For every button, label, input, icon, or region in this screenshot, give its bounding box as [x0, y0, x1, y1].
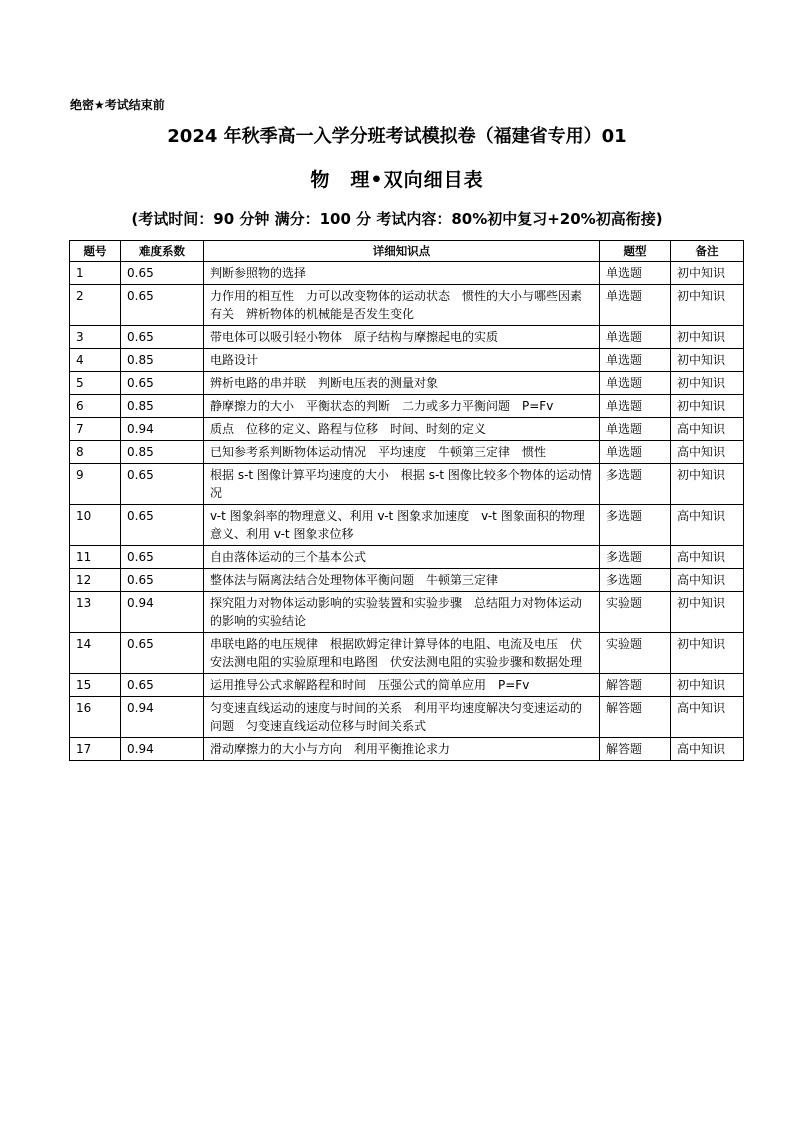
cell-knowledge-points: 匀变速直线运动的速度与时间的关系 利用平均速度解决匀变速运动的问题 匀变速直线运动位移与时间关系式 — [204, 697, 600, 738]
cell-knowledge-points: 运用推导公式求解路程和时间 压强公式的简单应用 P=Fv — [204, 674, 600, 697]
cell-difficulty: 0.65 — [121, 262, 204, 285]
table-row — [70, 569, 744, 592]
cell-difficulty: 0.94 — [121, 738, 204, 761]
cell-question-number: 16 — [70, 697, 121, 738]
cell-knowledge-points: 辨析电路的串并联 判断电压表的测量对象 — [204, 372, 600, 395]
cell-question-number: 3 — [70, 326, 121, 349]
table-row — [70, 418, 744, 441]
cell-question-number: 10 — [70, 505, 121, 546]
header-difficulty: 难度系数 — [121, 241, 204, 262]
cell-note: 初中知识 — [671, 464, 744, 505]
cell-question-type: 单选题 — [600, 395, 671, 418]
table-row — [70, 326, 744, 349]
confidential-label: 绝密★考试结束前 — [70, 98, 165, 112]
cell-question-number: 11 — [70, 546, 121, 569]
cell-note: 高中知识 — [671, 418, 744, 441]
cell-question-type: 多选题 — [600, 464, 671, 505]
exam-info: (考试时间：90 分钟 满分：100 分 考试内容：80%初中复习+20%初高衔接) — [131, 210, 663, 228]
cell-note: 高中知识 — [671, 738, 744, 761]
document-subtitle: 物 理•双向细目表 — [310, 169, 484, 191]
cell-question-number: 2 — [70, 285, 121, 326]
header-question-type: 题型 — [600, 241, 671, 262]
cell-question-number: 17 — [70, 738, 121, 761]
cell-knowledge-points: 静摩擦力的大小 平衡状态的判断 二力或多力平衡问题 P=Fv — [204, 395, 600, 418]
cell-note: 初中知识 — [671, 592, 744, 633]
cell-note: 高中知识 — [671, 441, 744, 464]
cell-difficulty: 0.94 — [121, 592, 204, 633]
cell-question-number: 6 — [70, 395, 121, 418]
cell-knowledge-points: 探究阻力对物体运动影响的实验装置和实验步骤 总结阻力对物体运动的影响的实验结论 — [204, 592, 600, 633]
cell-difficulty: 0.85 — [121, 349, 204, 372]
cell-question-type: 单选题 — [600, 372, 671, 395]
cell-question-number: 1 — [70, 262, 121, 285]
cell-difficulty: 0.65 — [121, 633, 204, 674]
cell-difficulty: 0.65 — [121, 546, 204, 569]
cell-question-type: 多选题 — [600, 569, 671, 592]
cell-question-number: 8 — [70, 441, 121, 464]
cell-question-type: 单选题 — [600, 262, 671, 285]
table-row — [70, 505, 744, 546]
cell-note: 初中知识 — [671, 395, 744, 418]
cell-note: 初中知识 — [671, 326, 744, 349]
table-row — [70, 546, 744, 569]
table-row — [70, 738, 744, 761]
cell-note: 高中知识 — [671, 569, 744, 592]
cell-difficulty: 0.65 — [121, 505, 204, 546]
cell-question-type: 解答题 — [600, 738, 671, 761]
table-row — [70, 262, 744, 285]
cell-question-type: 单选题 — [600, 418, 671, 441]
cell-difficulty: 0.65 — [121, 285, 204, 326]
cell-note: 初中知识 — [671, 633, 744, 674]
cell-difficulty: 0.65 — [121, 569, 204, 592]
cell-question-number: 14 — [70, 633, 121, 674]
cell-question-type: 解答题 — [600, 697, 671, 738]
cell-question-type: 多选题 — [600, 505, 671, 546]
table-row — [70, 592, 744, 633]
cell-note: 初中知识 — [671, 674, 744, 697]
cell-question-number: 9 — [70, 464, 121, 505]
table-row — [70, 697, 744, 738]
cell-note: 高中知识 — [671, 505, 744, 546]
cell-question-type: 实验题 — [600, 633, 671, 674]
cell-note: 高中知识 — [671, 697, 744, 738]
table-body — [70, 262, 744, 761]
cell-difficulty: 0.65 — [121, 372, 204, 395]
table-row — [70, 674, 744, 697]
cell-note: 初中知识 — [671, 349, 744, 372]
cell-difficulty: 0.94 — [121, 418, 204, 441]
cell-difficulty: 0.85 — [121, 441, 204, 464]
cell-question-type: 多选题 — [600, 546, 671, 569]
table-row — [70, 349, 744, 372]
cell-question-type: 单选题 — [600, 349, 671, 372]
cell-question-number: 7 — [70, 418, 121, 441]
cell-knowledge-points: 滑动摩擦力的大小与方向 利用平衡推论求力 — [204, 738, 600, 761]
table-row — [70, 372, 744, 395]
cell-question-type: 解答题 — [600, 674, 671, 697]
cell-question-type: 实验题 — [600, 592, 671, 633]
cell-question-number: 4 — [70, 349, 121, 372]
table-row — [70, 441, 744, 464]
cell-question-number: 5 — [70, 372, 121, 395]
cell-question-type: 单选题 — [600, 285, 671, 326]
cell-knowledge-points: 整体法与隔离法结合处理物体平衡问题 牛顿第三定律 — [204, 569, 600, 592]
cell-question-type: 单选题 — [600, 326, 671, 349]
table-row — [70, 285, 744, 326]
cell-knowledge-points: 已知参考系判断物体运动情况 平均速度 牛顿第三定律 惯性 — [204, 441, 600, 464]
cell-difficulty: 0.65 — [121, 464, 204, 505]
header-note: 备注 — [671, 241, 744, 262]
table-row — [70, 464, 744, 505]
cell-note: 初中知识 — [671, 262, 744, 285]
cell-question-number: 12 — [70, 569, 121, 592]
cell-knowledge-points: v-t 图象斜率的物理意义、利用 v-t 图象求加速度 v-t 图象面积的物理意义、利用 v-t 图象求位移 — [204, 505, 600, 546]
cell-knowledge-points: 力作用的相互性 力可以改变物体的运动状态 惯性的大小与哪些因素有关 辨析物体的机械能是否发生变化 — [204, 285, 600, 326]
cell-knowledge-points: 质点 位移的定义、路程与位移 时间、时刻的定义 — [204, 418, 600, 441]
cell-difficulty: 0.65 — [121, 674, 204, 697]
cell-question-number: 13 — [70, 592, 121, 633]
cell-note: 初中知识 — [671, 372, 744, 395]
cell-question-type: 单选题 — [600, 441, 671, 464]
cell-note: 高中知识 — [671, 546, 744, 569]
specification-table — [69, 240, 744, 761]
table-header-row — [70, 241, 744, 262]
cell-knowledge-points: 串联电路的电压规律 根据欧姆定律计算导体的电阻、电流及电压 伏安法测电阻的实验原理和电路图 伏安法测电阻的实验步骤和数据处理 — [204, 633, 600, 674]
cell-knowledge-points: 带电体可以吸引轻小物体 原子结构与摩擦起电的实质 — [204, 326, 600, 349]
cell-difficulty: 0.65 — [121, 326, 204, 349]
cell-knowledge-points: 自由落体运动的三个基本公式 — [204, 546, 600, 569]
header-number: 题号 — [70, 241, 121, 262]
cell-question-number: 15 — [70, 674, 121, 697]
document-title: 2024 年秋季高一入学分班考试模拟卷（福建省专用）01 — [167, 126, 627, 147]
cell-difficulty: 0.94 — [121, 697, 204, 738]
cell-knowledge-points: 根据 s-t 图像计算平均速度的大小 根据 s-t 图像比较多个物体的运动情况 — [204, 464, 600, 505]
cell-knowledge-points: 判断参照物的选择 — [204, 262, 600, 285]
table-row — [70, 633, 744, 674]
cell-note: 初中知识 — [671, 285, 744, 326]
table-row — [70, 395, 744, 418]
header-knowledge-points: 详细知识点 — [204, 241, 600, 262]
cell-difficulty: 0.85 — [121, 395, 204, 418]
cell-knowledge-points: 电路设计 — [204, 349, 600, 372]
